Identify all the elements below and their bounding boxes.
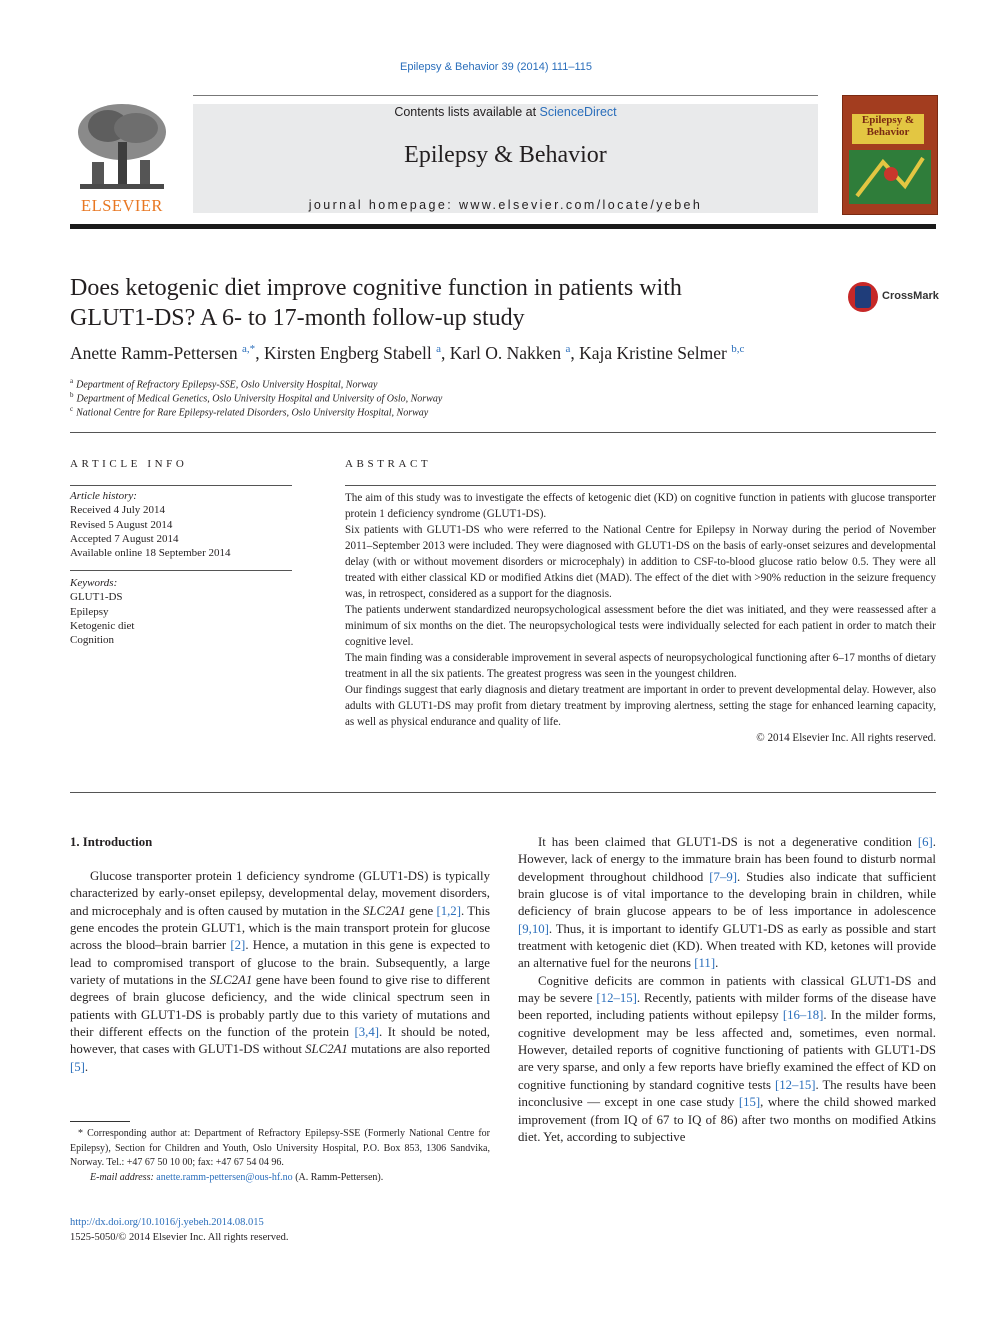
abstract-rule (345, 485, 936, 486)
citation-link[interactable]: [12–15] (596, 991, 637, 1006)
citation-link[interactable]: [16–18] (782, 1008, 824, 1023)
author-name[interactable]: Kaja Kristine Selmer (579, 343, 727, 363)
section-heading-introduction: 1. Introduction (70, 835, 153, 849)
citation-link[interactable]: [9,10] (518, 921, 549, 936)
body-column-right (518, 834, 936, 1146)
citation-link[interactable]: [12–15] (774, 1077, 816, 1092)
author-affil-marker[interactable]: a (565, 343, 571, 356)
affiliation-key: c (70, 405, 74, 413)
author-name[interactable]: Karl O. Nakken (449, 343, 562, 363)
author-name[interactable]: Kirsten Engberg Stabell (263, 343, 432, 363)
elsevier-wordmark: ELSEVIER (81, 196, 163, 215)
journal-cover-image (842, 95, 938, 215)
crossmark-icon-inner (855, 286, 871, 308)
doi-block (70, 1215, 289, 1245)
banner-top-rule (193, 95, 818, 96)
affiliation-rule (70, 432, 936, 433)
abstract-label: ABSTRACT (345, 458, 432, 470)
author-affil-marker[interactable]: b,c (731, 343, 745, 356)
history-online: Available online 18 September 2014 (70, 547, 231, 560)
title-line-2: GLUT1-DS? A 6- to 17-month follow-up study (70, 305, 525, 331)
affiliation-text: National Centre for Rare Epilepsy-related Disorders, Oslo University Hospital, Norway (76, 407, 429, 419)
citation-link[interactable]: [15] (738, 1095, 761, 1110)
citation-link[interactable]: [6] (917, 835, 933, 849)
email-suffix: (A. Ramm-Pettersen). (292, 1171, 384, 1183)
issn-line: 1525-5050/© 2014 Elsevier Inc. All rights reserved. (70, 1232, 289, 1243)
intro-paragraph-1: Glucose transporter protein 1 deficiency syndrome (GLUT1-DS) is typically characterized by early-onset epilepsy, developmental delay, movement disorders, and microcephaly and is often caused by mutation in the SLC2A1 gene [1,2]. This gene encodes the protein GLUT1, which is the main transport protein for glucose across the blood–brain barrier [2]. Hence, a mutation in this gene is expected to lead to compromised transport of glucose to the brain. Subsequently, a large variety of mutations in the SLC2A1 gene have been found to give rise to different degrees of brain glucose deficiency, and the wide clinical spectrum seen in patients with GLUT1-DS is probably partly due to this variety of mutations and their different effects on the function of the protein [3,4]. It should be noted, however, that cases with GLUT1-DS without SLC2A1 mutations are also reported [5]. (70, 869, 490, 1074)
keyword-item: Cognition (70, 634, 115, 647)
citation-link[interactable]: [2] (230, 938, 246, 953)
sciencedirect-link[interactable]: ScienceDirect (539, 105, 617, 119)
keyword-item: Epilepsy (70, 605, 109, 618)
author-affil-marker[interactable]: a,* (242, 343, 256, 356)
corresponding-author-text: * Corresponding author at: Department of Refractory Epilepsy-SSE (Formerly National Centre for Epilepsy), Section for Children and Youth, Oslo University Hospital, P.O. Box 853, 1306 Sandvika, Norway. Tel.: +47 67 50 10 00; fax: +47 67 54 04 96. (70, 1128, 490, 1168)
affiliation-b (70, 391, 442, 404)
gene-name: SLC2A1 (209, 973, 253, 988)
affiliation-c (70, 405, 428, 418)
header-rule (70, 224, 936, 229)
affiliation-text: Department of Refractory Epilepsy-SSE, Oslo University Hospital, Norway (76, 379, 378, 391)
abstract-body (345, 490, 936, 746)
contents-prefix: Contents lists available at (394, 105, 540, 119)
author-name[interactable]: Anette Ramm-Pettersen (70, 343, 238, 363)
article-title (70, 273, 770, 333)
article-info-label: ARTICLE INFO (70, 458, 188, 470)
citation-link[interactable]: [3,4] (354, 1025, 380, 1040)
citation-link[interactable]: [5] (70, 1059, 85, 1074)
intro-paragraph-3: Cognitive deficits are common in patients with classical GLUT1-DS and may be severe [12–15]. Recently, patients with milder forms of the disease have been reported, including patients without epilepsy [16–18]. In the milder forms, cognitive development may be less affected and, sometimes, even normal. However, detailed reports of cognitive functioning of patients with GLUT1-DS are very sparse, and only a few reports have briefly examined the effect of KD on cognitive functioning by standard cognitive tests [12–15]. The results have been inconclusive — except in one case study [15], where the child showed marked improvement (from IQ of 67 to IQ of 86) after two months on modified Atkins diet. Yet, according to subjective (518, 973, 937, 1144)
email-label: E-mail address: (90, 1171, 157, 1183)
keywords-rule (70, 570, 292, 571)
footnote-rule (70, 1121, 130, 1122)
abstract-paragraph: The main finding was a considerable improvement in several aspects of neuropsychological functioning after 6–17 months of dietary treatment in all the six patients. The greatest progress was seen in the youngest children. (345, 652, 936, 680)
abstract-paragraph: Our findings suggest that early diagnosis and dietary treatment are important in order to prevent developmental delay. However, also adults with GLUT1-DS may profit from dietary treatment by improving alertness, setting the stage for enhanced learning capacity, as well as physical endurance and quality of life. (345, 684, 936, 728)
contents-line (193, 105, 818, 119)
history-heading: Article history: (70, 490, 137, 502)
journal-title: Epilepsy & Behavior (404, 142, 607, 168)
abstract-copyright: © 2014 Elsevier Inc. All rights reserved. (756, 732, 936, 744)
article-info-rule (70, 485, 292, 486)
cover-title: Epilepsy & Behavior (852, 114, 924, 144)
keyword-item: Ketogenic diet (70, 619, 135, 632)
citation-link[interactable]: [11] (694, 956, 716, 971)
author-email-link[interactable]: anette.ramm-pettersen@ous-hf.no (156, 1171, 293, 1183)
affiliation-a (70, 377, 377, 390)
history-accepted: Accepted 7 August 2014 (70, 532, 179, 545)
abstract-paragraph: Six patients with GLUT1-DS who were referred to the National Centre for Epilepsy in Norway during the period of November 2011–September 2013 were included. They were diagnosed with GLUT1-DS on the basis of early-onset seizures and developmental delay (with or without movement disorders or microcephaly) in addition to CSF-to-blood glucose ratio below 0.5. They were all treated with either classical KD or modified Atkins diet (MAD). The effect of the diet with >90% reduction in the seizure frequency was, in retrospect, considered as a support for the diagnosis. (345, 524, 936, 600)
affiliation-text: Department of Medical Genetics, Oslo University Hospital and University of Oslo, Norway (76, 393, 443, 405)
author-list: Anette Ramm-Pettersen $^{a,*}$, Kirsten Engberg Stabell $^a$, Karl O. Nakken $^a$, Kaja Kristine Selmer $^{b,c}$ (70, 343, 745, 363)
corresponding-author-footnote (70, 1127, 490, 1185)
article-history (70, 489, 292, 560)
journal-homepage[interactable]: journal homepage: www.elsevier.com/locate/yebeh (308, 198, 703, 212)
journal-reference[interactable]: Epilepsy & Behavior 39 (2014) 111–115 (399, 61, 593, 73)
abstract-bottom-rule (70, 792, 936, 793)
intro-paragraph-2: It has been claimed that GLUT1-DS is not a degenerative condition [6]. However, lack of energy to the immature brain has been found to disturb normal development throughout childhood [7–9]. Studies also indicate that sufficient brain glucose is of vital importance to the developing brain in children, while deficiency of brain glucose appears to be of less importance in adolescence [9,10]. Thus, it is important to identify GLUT1-DS as early as possible and start treatment with ketogenic diet (KD). When treated with KD, ketones will provide an alternative fuel for the neurons [11]. (518, 835, 937, 971)
author-affil-marker[interactable]: a (436, 343, 442, 356)
history-revised: Revised 5 August 2014 (70, 518, 173, 531)
keywords-heading: Keywords: (70, 577, 118, 589)
keyword-item: GLUT1-DS (70, 591, 123, 604)
history-received: Received 4 July 2014 (70, 504, 166, 517)
title-line-1: Does ketogenic diet improve cognitive function in patients with (70, 275, 682, 301)
abstract-paragraph: The aim of this study was to investigate the effects of ketogenic diet (KD) on cognitive function in patients with glucose transporter protein 1 deficiency syndrome (GLUT1-DS). (345, 492, 936, 520)
citation-link[interactable]: [1,2] (436, 903, 461, 918)
abstract-paragraph: The patients underwent standardized neuropsychological assessment before the diet was initiated, and they were reassessed after a minimum of six months on the diet. The neuropsychological tests were individually selected for each patient in order to match their cognitive level. (345, 604, 936, 648)
keywords-block (70, 576, 292, 647)
gene-name: SLC2A1 (363, 903, 406, 918)
crossmark-label[interactable]: CrossMark (882, 290, 939, 302)
doi-link[interactable]: http://dx.doi.org/10.1016/j.yebeh.2014.08.015 (70, 1217, 264, 1228)
gene-name: SLC2A1 (305, 1042, 348, 1057)
affiliation-key: a (70, 377, 74, 385)
citation-link[interactable]: [7–9] (709, 869, 737, 884)
body-column-left (70, 868, 490, 1076)
affiliation-key: b (70, 391, 74, 399)
